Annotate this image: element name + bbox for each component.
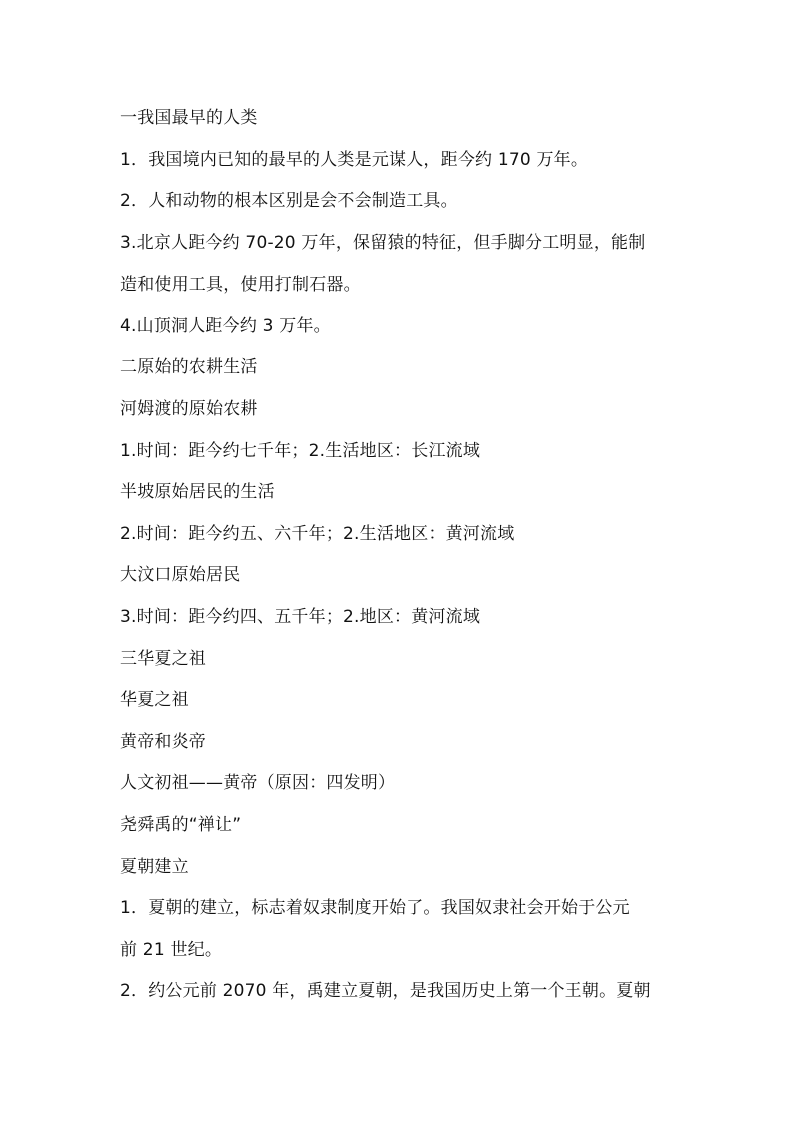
paragraph-line: 4.山顶洞人距今约 3 万年。 (120, 316, 331, 336)
paragraph-line: 2．约公元前 2070 年，禹建立夏朝，是我国历史上第一个王朝。夏朝 (120, 981, 651, 1001)
paragraph-line: 尧舜禹的“禅让” (120, 815, 242, 835)
paragraph-line: 3.北京人距今约 70-20 万年，保留猿的特征，但手脚分工明显，能制 (120, 233, 646, 253)
subheading: 河姆渡的原始农耕 (120, 399, 258, 419)
paragraph-line: 造和使用工具，使用打制石器。 (120, 275, 361, 295)
subheading: 夏朝建立 (120, 857, 189, 877)
paragraph-line: 1．夏朝的建立，标志着奴隶制度开始了。我国奴隶社会开始于公元 (120, 898, 630, 918)
paragraph-line: 人文初祖——黄帝（原因：四发明） (120, 773, 396, 793)
paragraph-line: 前 21 世纪。 (120, 940, 223, 960)
heading-primitive-farming: 二原始的农耕生活 (120, 357, 258, 377)
heading-huaxia-ancestors: 三华夏之祖 (120, 649, 206, 669)
paragraph-line: 1.时间：距今约七千年；2.生活地区：长江流域 (120, 441, 481, 461)
paragraph-line: 2．人和动物的根本区别是会不会制造工具。 (120, 191, 458, 211)
subheading: 半坡原始居民的生活 (120, 482, 275, 502)
subheading: 大汶口原始居民 (120, 565, 241, 585)
paragraph-line: 黄帝和炎帝 (120, 732, 206, 752)
paragraph-line: 1．我国境内已知的最早的人类是元谋人，距今约 170 万年。 (120, 150, 589, 170)
heading-earliest-humans: 一我国最早的人类 (120, 108, 258, 128)
subheading: 华夏之祖 (120, 690, 189, 710)
paragraph-line: 3.时间：距今约四、五千年；2.地区：黄河流域 (120, 607, 481, 627)
paragraph-line: 2.时间：距今约五、六千年；2.生活地区：黄河流域 (120, 524, 515, 544)
